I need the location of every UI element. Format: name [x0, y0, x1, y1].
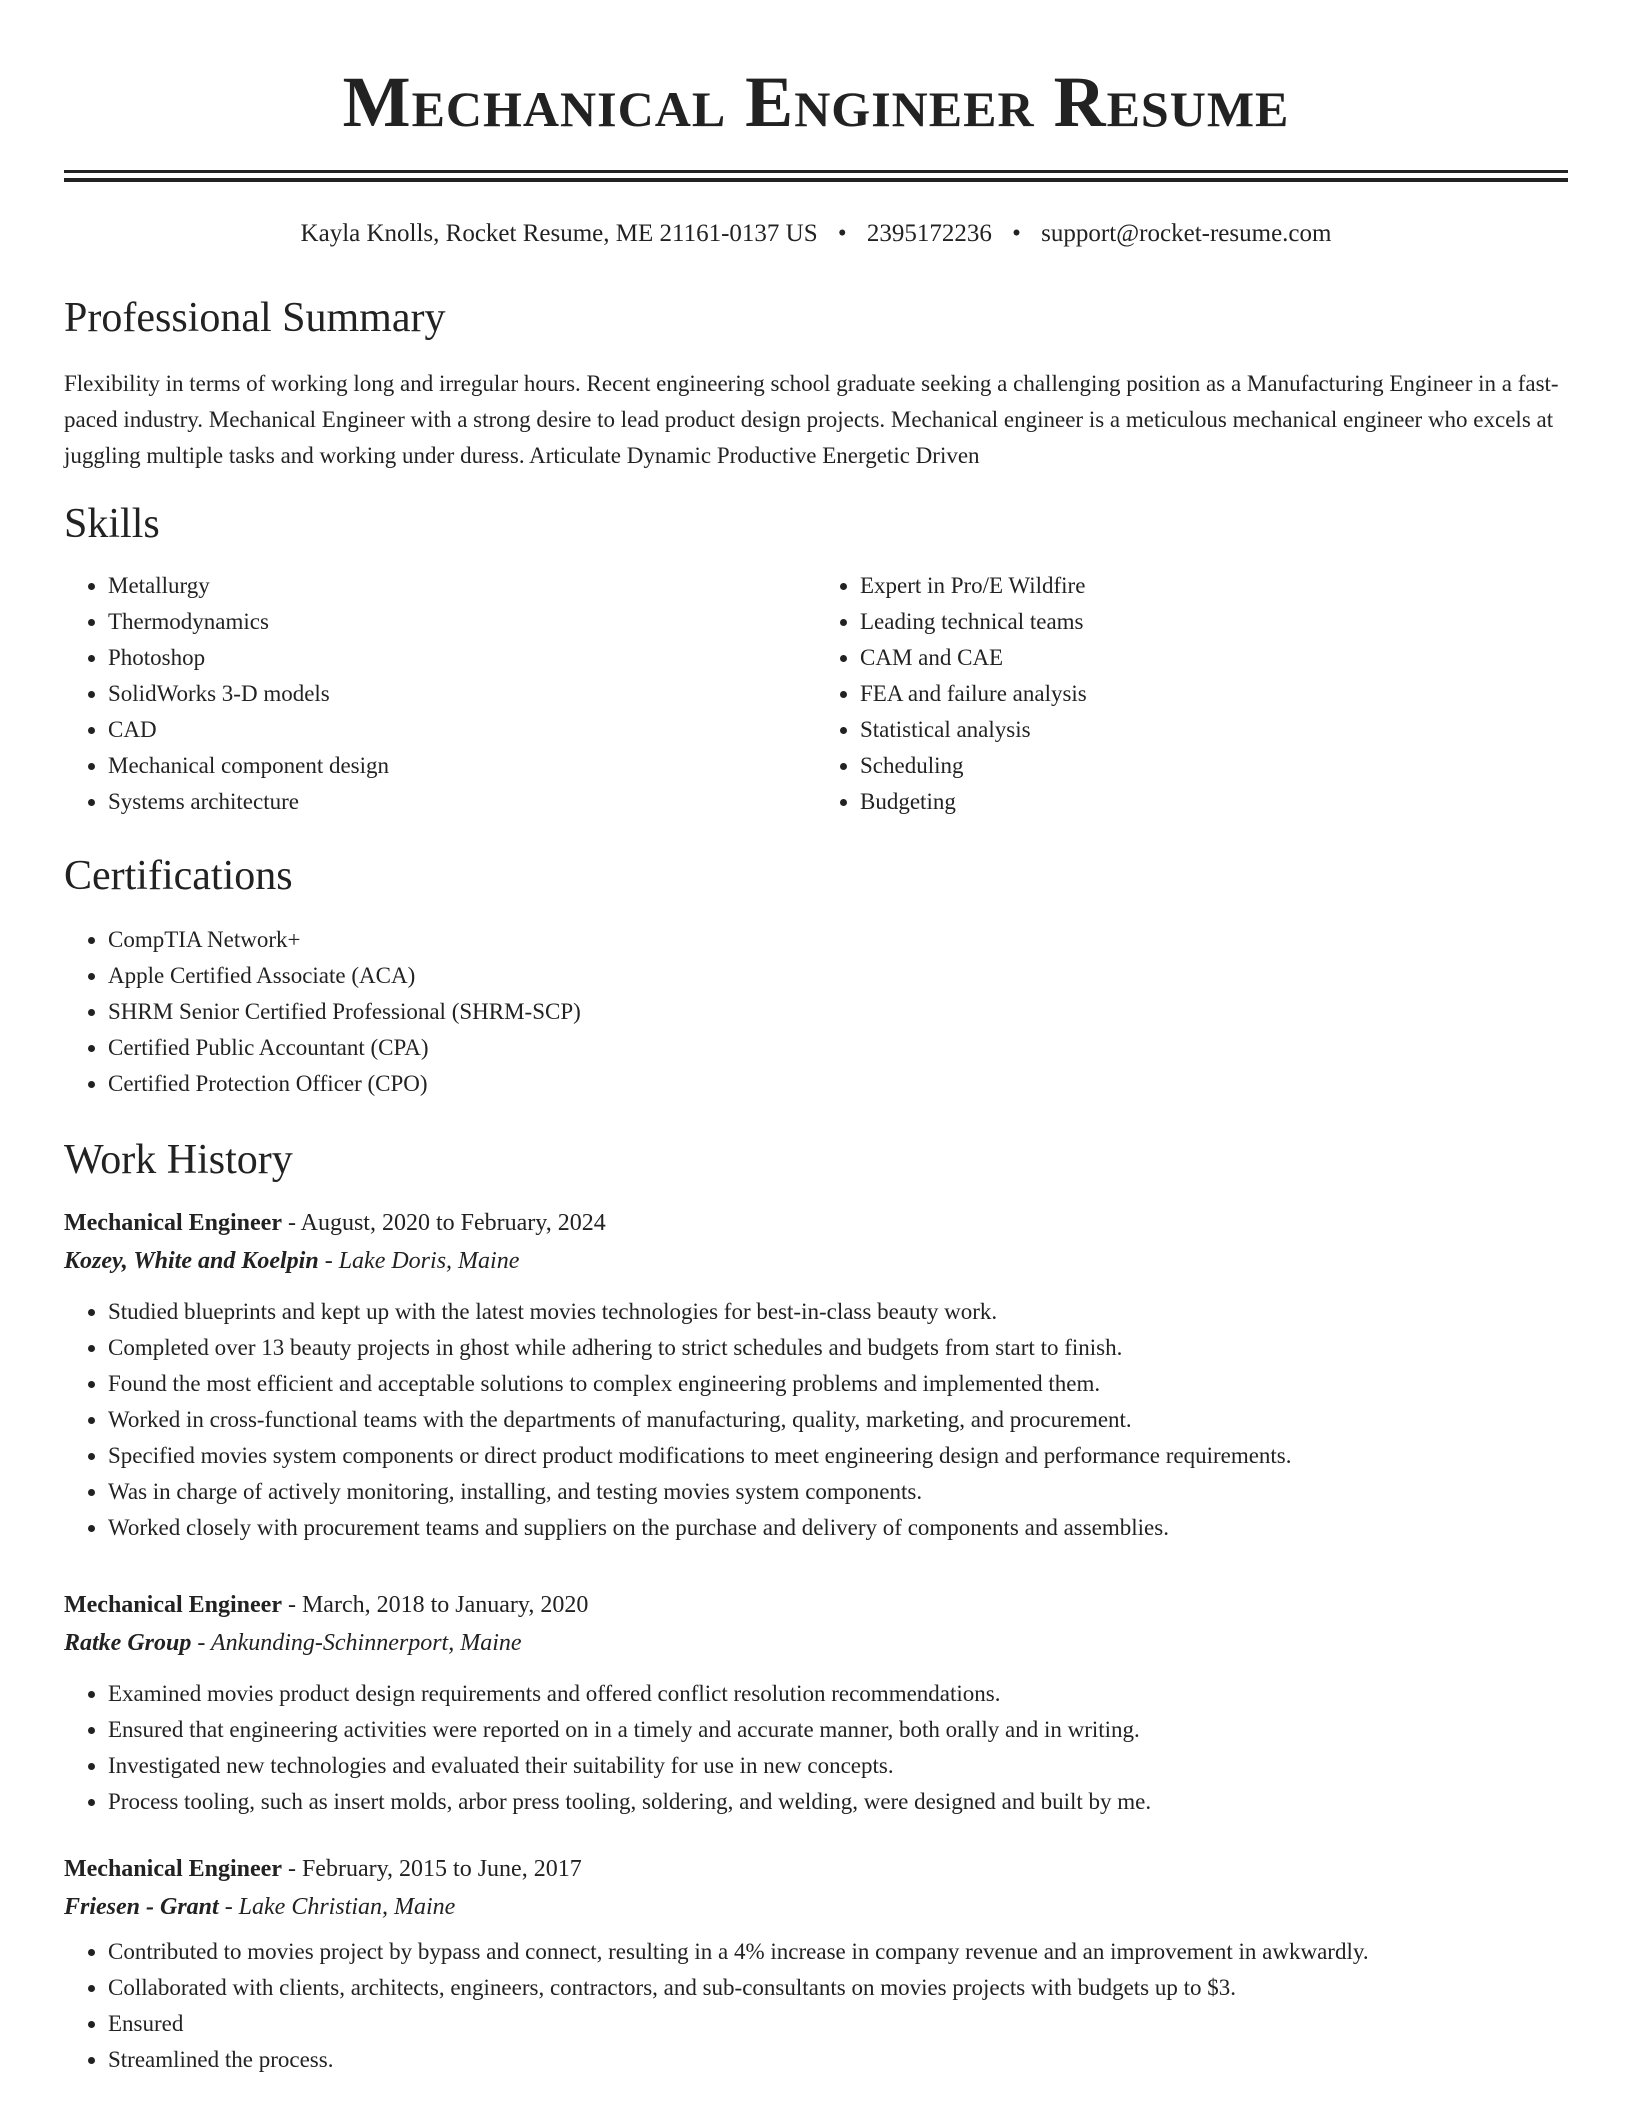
job-title: Mechanical Engineer	[64, 1592, 282, 1618]
skill-item: • Budgeting	[860, 784, 1568, 820]
job-company-line	[64, 1626, 1568, 1660]
job-bullet: • Found the most efficient and acceptable solutions to complex engineering problems and implemented them.	[108, 1366, 1568, 1402]
job-bullet: • Was in charge of actively monitoring, installing, and testing movies system components.	[108, 1474, 1568, 1510]
job-company: Ratke Group	[64, 1630, 192, 1656]
skill-item: • CAD	[108, 712, 816, 748]
job-bullet-list	[64, 1294, 1568, 1546]
skill-item: • FEA and failure analysis	[860, 676, 1568, 712]
certifications-list	[64, 922, 1568, 1102]
contact-separator: •	[837, 220, 847, 247]
job-company: Friesen - Grant	[64, 1894, 219, 1920]
job-bullet: • Studied blueprints and kept up with the latest movies technologies for best-in-class beauty work.	[108, 1294, 1568, 1330]
job-bullet: • Ensured that engineering activities were reported on in a timely and accurate manner, both orally and in writing.	[108, 1712, 1568, 1748]
job-bullet: • Worked in cross-functional teams with the departments of manufacturing, quality, marketing, and procurement.	[108, 1402, 1568, 1438]
title-rule-bottom	[64, 178, 1568, 182]
job-title-line	[64, 1588, 1568, 1622]
job-location: - Ankunding-Schinnerport, Maine	[191, 1630, 522, 1656]
job-bullet: • Specified movies system components or direct product modifications to meet engineering design and performance requirements.	[108, 1438, 1568, 1474]
page-title: Mechanical Engineer Resume	[342, 62, 1290, 142]
job-dates: - August, 2020 to February, 2024	[281, 1210, 606, 1236]
job-bullet: • Examined movies product design requirements and offered conflict resolution recommendations.	[108, 1676, 1568, 1712]
job-bullet: • Streamlined the process.	[108, 2042, 1568, 2078]
job-title: Mechanical Engineer	[64, 1856, 282, 1882]
job-title: Mechanical Engineer	[64, 1210, 282, 1236]
skill-item: • Statistical analysis	[860, 712, 1568, 748]
skill-item: • Systems architecture	[108, 784, 816, 820]
job-company: Kozey, White and Koelpin	[64, 1248, 319, 1274]
job-location: - Lake Doris, Maine	[318, 1248, 520, 1274]
job-bullet: • Investigated new technologies and evaluated their suitability for use in new concepts.	[108, 1748, 1568, 1784]
job-entry	[64, 1206, 1568, 1546]
summary-text: Flexibility in terms of working long and irregular hours. Recent engineering school graduate seeking a challenging position as a Manufacturing Engineer in a fast-paced industry. Mechanical Engineer with a strong desire to lead product design projects. Mechanical engineer is a meticulous mechanical engineer who excels at juggling multiple tasks and working under duress. Articulate Dynamic Productive Energetic Driven	[64, 371, 1559, 468]
job-bullet: • Collaborated with clients, architects, engineers, contractors, and sub-consultants on movies projects with budgets up to $3.	[108, 1970, 1568, 2006]
job-bullet: • Completed over 13 beauty projects in ghost while adhering to strict schedules and budgets from start to finish.	[108, 1330, 1568, 1366]
job-bullet: • Worked closely with procurement teams and suppliers on the purchase and delivery of components and assemblies.	[108, 1510, 1568, 1546]
skill-item: • Metallurgy	[108, 568, 816, 604]
contact-separator: •	[1012, 220, 1021, 247]
skill-item: • Photoshop	[108, 640, 816, 676]
work-history-heading: Work History	[64, 1137, 293, 1183]
certification-item: • SHRM Senior Certified Professional (SHRM-SCP)	[108, 994, 1568, 1030]
job-bullet: • Ensured	[108, 2006, 1568, 2042]
job-bullet: • Contributed to movies project by bypass and connect, resulting in a 4% increase in company revenue and an improvement in awkwardly.	[108, 1934, 1568, 1970]
job-title-line	[64, 1206, 1568, 1240]
skill-item: • Scheduling	[860, 748, 1568, 784]
job-bullet: • Process tooling, such as insert molds, arbor press tooling, soldering, and welding, were designed and built by me.	[108, 1784, 1568, 1820]
job-bullet-list	[64, 1934, 1568, 2078]
job-title-line	[64, 1852, 1568, 1886]
certification-item: • Certified Public Accountant (CPA)	[108, 1030, 1568, 1066]
job-company-line	[64, 1244, 1568, 1278]
certification-item: • Certified Protection Officer (CPO)	[108, 1066, 1568, 1102]
certification-item: • CompTIA Network+	[108, 922, 1568, 958]
skill-item: • SolidWorks 3-D models	[108, 676, 816, 712]
certifications-heading: Certifications	[64, 853, 293, 899]
skills-list-right	[816, 568, 1568, 820]
contact-email: support@rocket-resume.com	[1041, 220, 1332, 247]
job-entry	[64, 1588, 1568, 1820]
job-entry	[64, 1852, 1568, 2078]
skill-item: • Expert in Pro/E Wildfire	[860, 568, 1568, 604]
skill-item: • Mechanical component design	[108, 748, 816, 784]
skill-item: • Leading technical teams	[860, 604, 1568, 640]
contact-phone: 2395172236	[866, 220, 992, 247]
job-company-line	[64, 1890, 1568, 1924]
skill-item: • CAM and CAE	[860, 640, 1568, 676]
job-location: - Lake Christian, Maine	[218, 1894, 456, 1920]
certification-item: • Apple Certified Associate (ACA)	[108, 958, 1568, 994]
summary-heading: Professional Summary	[64, 295, 446, 341]
skills-heading: Skills	[64, 501, 160, 547]
skills-columns	[64, 568, 1568, 820]
job-dates: - February, 2015 to June, 2017	[281, 1856, 582, 1882]
contact-address: Kayla Knolls, Rocket Resume, ME 21161-0137 US	[300, 220, 818, 247]
skills-list-left	[64, 568, 816, 820]
title-rule-top	[64, 170, 1568, 173]
job-dates: - March, 2018 to January, 2020	[281, 1592, 589, 1618]
contact-line	[64, 218, 1568, 250]
job-bullet-list	[64, 1676, 1568, 1820]
skill-item: • Thermodynamics	[108, 604, 816, 640]
